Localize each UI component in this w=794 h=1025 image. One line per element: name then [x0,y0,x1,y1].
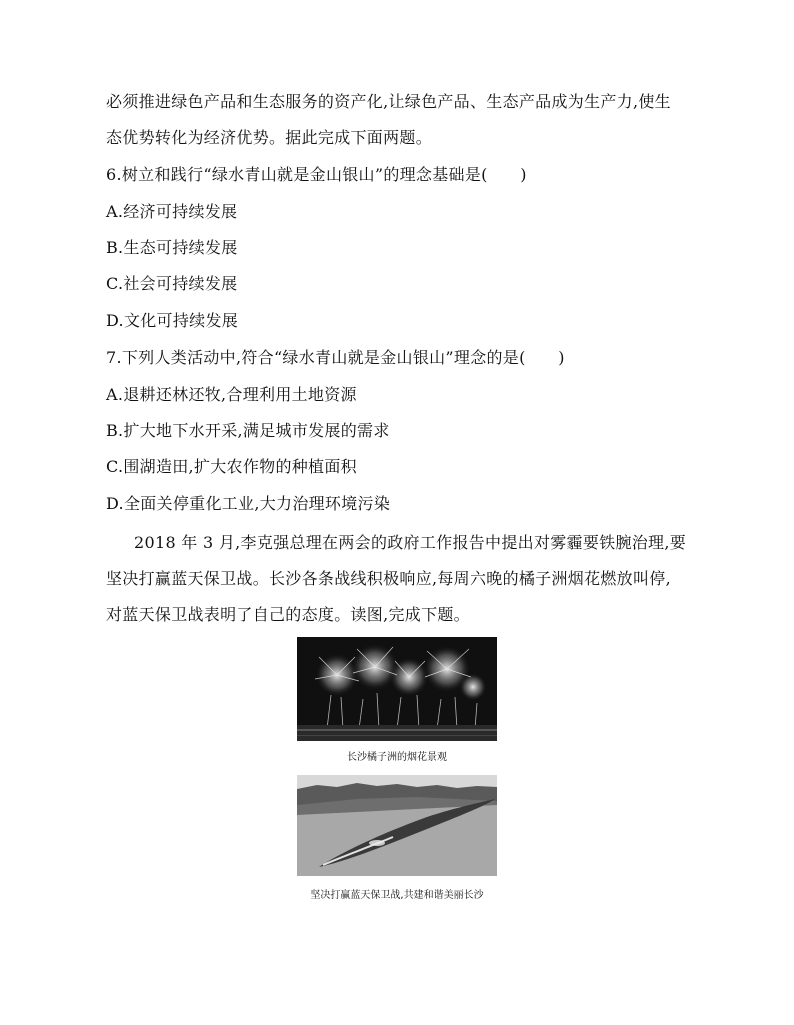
question-7-option-c: C.围湖造田,扩大农作物的种植面积 [106,457,357,476]
question-6-option-c: C.社会可持续发展 [106,274,238,293]
passage-line-1: 2018 年 3 月,李克强总理在两会的政府工作报告中提出对雾霾要铁腕治理,要 [134,533,687,552]
question-7-option-b: B.扩大地下水开采,满足城市发展的需求 [106,421,390,440]
fireworks-caption: 长沙橘子洲的烟花景观 [347,752,447,763]
question-7-stem: 7.下列人类活动中,符合“绿水青山就是金山银山”理念的是( ) [106,348,565,367]
island-image [297,775,497,876]
fireworks-image [297,637,497,741]
question-7-option-d: D.全面关停重化工业,大力治理环境污染 [106,494,391,513]
question-7-option-a: A.退耕还林还牧,合理利用土地资源 [106,385,357,404]
question-6-option-d: D.文化可持续发展 [106,311,239,330]
intro-line-1: 必须推进绿色产品和生态服务的资产化,让绿色产品、生态产品成为生产力,使生 [106,92,671,111]
passage-line-2: 坚决打赢蓝天保卫战。长沙各条战线积极响应,每周六晚的橘子洲烟花燃放叫停, [106,569,671,588]
question-6-stem: 6.树立和践行“绿水青山就是金山银山”的理念基础是( ) [106,165,527,184]
question-6-option-a: A.经济可持续发展 [106,202,238,221]
island-caption: 坚决打赢蓝天保卫战,共建和谐美丽长沙 [310,890,484,901]
question-6-option-b: B.生态可持续发展 [106,238,238,257]
fireworks-photo [297,637,497,741]
passage-line-3: 对蓝天保卫战表明了自己的态度。读图,完成下题。 [106,605,470,624]
intro-line-2: 态优势转化为经济优势。据此完成下面两题。 [106,128,433,147]
island-photo [297,775,497,876]
